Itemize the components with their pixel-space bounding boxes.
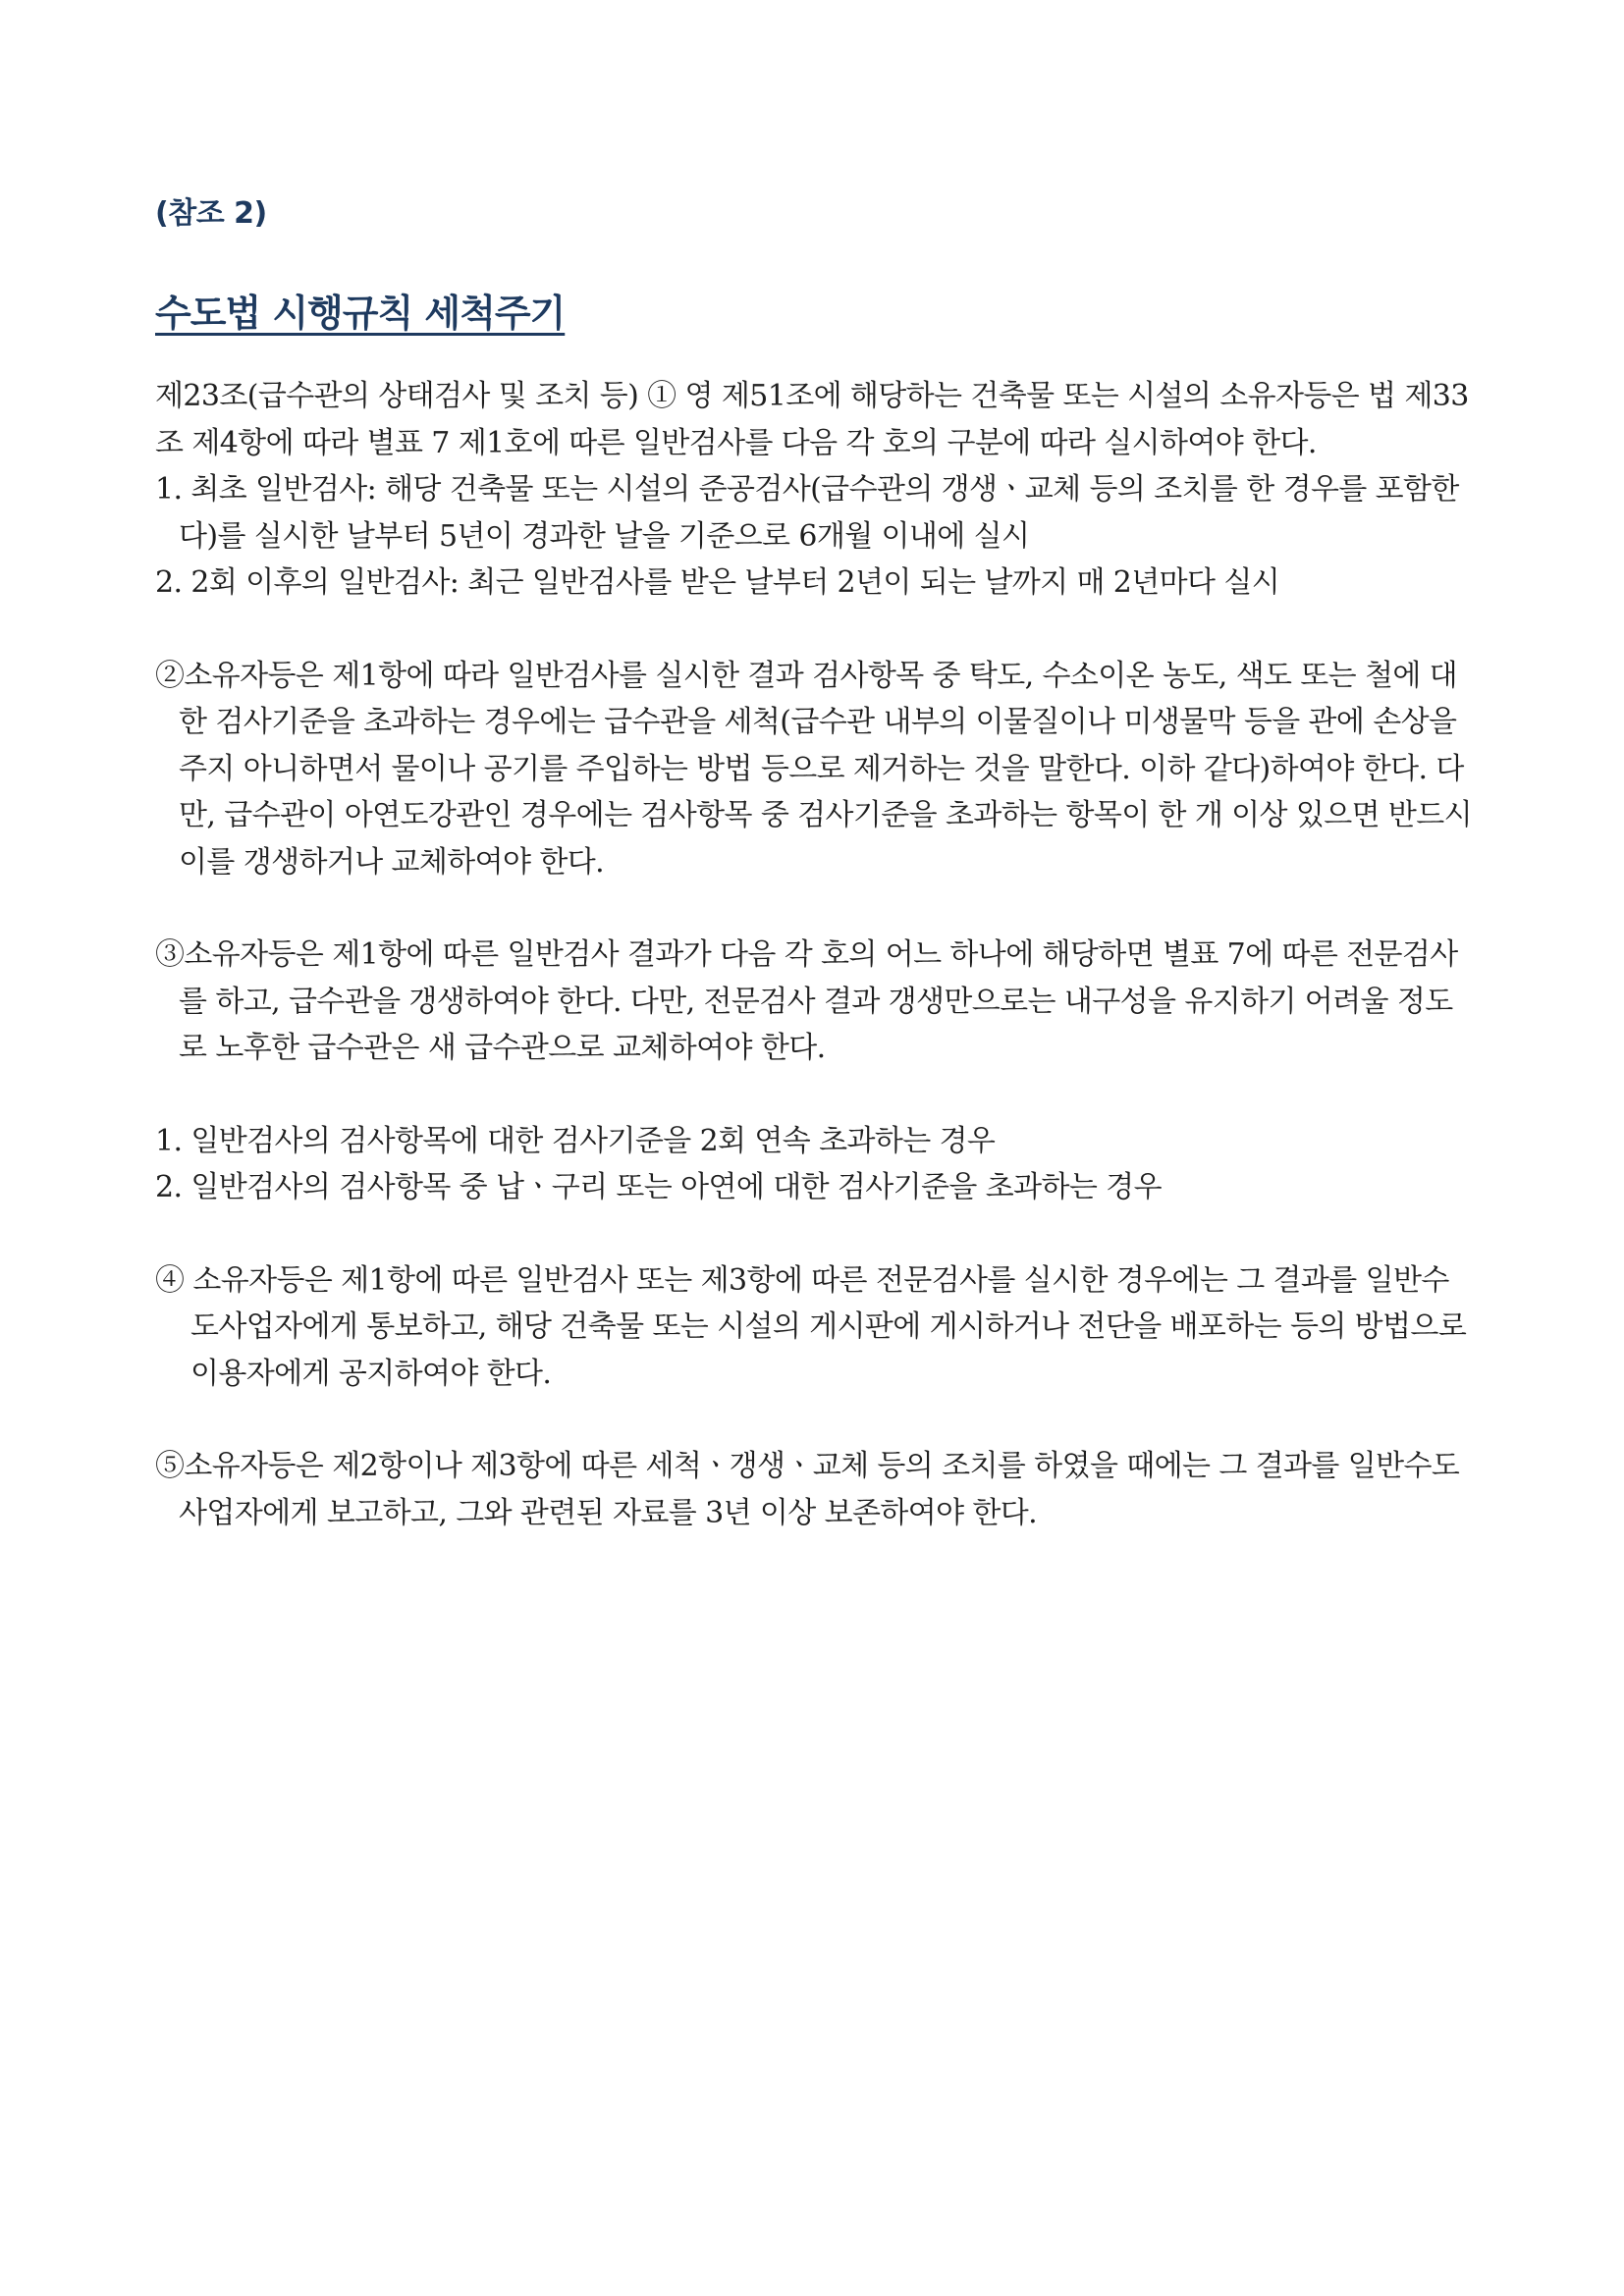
spacer (155, 1397, 1476, 1443)
spacer (155, 1211, 1476, 1257)
spacer (155, 1072, 1476, 1118)
paragraph-3-item-2: 2. 일반검사의 검사항목 중 납ㆍ구리 또는 아연에 대한 검사기준을 초과하는 경우 (155, 1170, 1162, 1204)
document-title: 수도법 시행규칙 세척주기 (155, 292, 566, 335)
article-item-1: 1. 최초 일반검사: 해당 건축물 또는 시설의 준공검사(급수관의 갱생ㆍ교체 등의 조치를 한 경우를 포함한다)를 실시한 날부터 5년이 경과한 날을 기준으로 6개월 이내에 실시 (155, 472, 1459, 554)
paragraph-5: ⑤소유자등은 제2항이나 제3항에 따른 세척ㆍ갱생ㆍ교체 등의 조치를 하였을 때에는 그 결과를 일반수도사업자에게 보고하고, 그와 관련된 자료를 3년 이상 보존하여야 한다. (155, 1449, 1460, 1530)
article-item-2: 2. 2회 이후의 일반검사: 최근 일반검사를 받은 날부터 2년이 되는 날까지 매 2년마다 실시 (155, 565, 1280, 600)
spacer (155, 607, 1476, 653)
article-intro: 제23조(급수관의 상태검사 및 조치 등) ① 영 제51조에 해당하는 건축물 또는 시설의 소유자등은 법 제33조 제4항에 따라 별표 7 제1호에 따른 일반검사를 다음 각 호의 구분에 따라 실시하여야 한다. (155, 379, 1469, 460)
reference-label: (참조 2) (155, 196, 267, 231)
paragraph-3: ③소유자등은 제1항에 따른 일반검사 결과가 다음 각 호의 어느 하나에 해당하면 별표 7에 따른 전문검사를 하고, 급수관을 갱생하여야 한다. 다만, 전문검사 결과 갱생만으로는 내구성을 유지하기 어려울 정도로 노후한 급수관은 새 급수관으로 교체하여야 한다. (155, 937, 1458, 1065)
spacer (155, 885, 1476, 932)
paragraph-2: ②소유자등은 제1항에 따라 일반검사를 실시한 결과 검사항목 중 탁도, 수소이온 농도, 색도 또는 철에 대한 검사기준을 초과하는 경우에는 급수관을 세척(급수관 내부의 이물질이나 미생물막 등을 관에 손상을 주지 아니하면서 물이나 공기를 주입하는 방법 등으로 제거하는 것을 말한다. 이하 같다)하여야 한다. 다만, 급수관이 아연도강관인 경우에는 검사항목 중 검사기준을 초과하는 항목이 한 개 이상 있으면 반드시 이를 갱생하거나 교체하여야 한다. (155, 658, 1473, 880)
paragraph-3-item-1: 1. 일반검사의 검사항목에 대한 검사기준을 2회 연속 초과하는 경우 (155, 1123, 996, 1158)
paragraph-4: ④ 소유자등은 제1항에 따른 일반검사 또는 제3항에 따른 전문검사를 실시한 경우에는 그 결과를 일반수도사업자에게 통보하고, 해당 건축물 또는 시설의 게시판에 게시하거나 전단을 배포하는 등의 방법으로 이용자에게 공지하여야 한다. (155, 1262, 1467, 1391)
document-body (155, 373, 1476, 1536)
